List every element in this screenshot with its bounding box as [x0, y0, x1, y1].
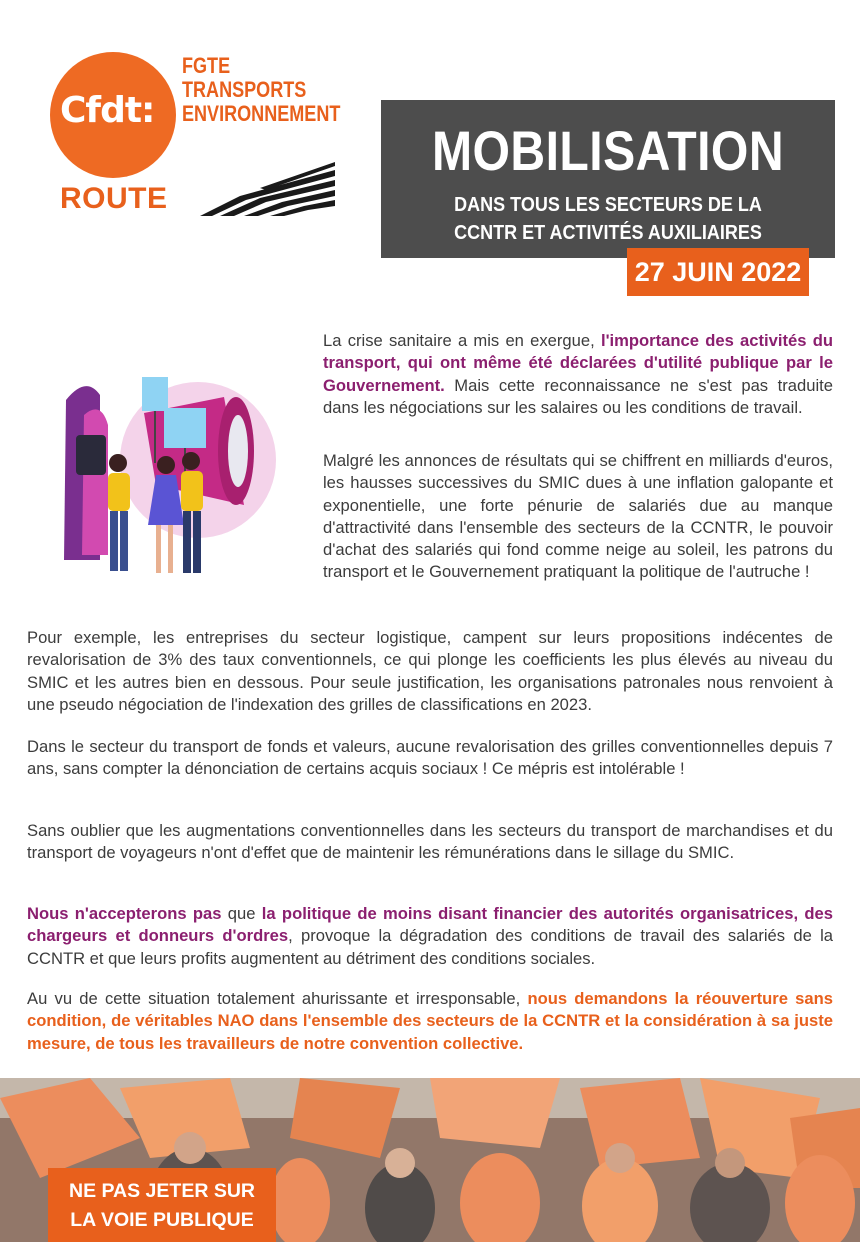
intro-paragraph: [323, 330, 833, 419]
highlighted-text: nous demandons la réouverture sans condition, de véritables NAO dans l'ensemble des secteurs de la CCNTR et la considération à sa juste mesure, de tous les travailleurs de notre convention collective.: [27, 989, 833, 1053]
logo-section: ROUTE: [60, 182, 168, 215]
banner-subtitle-line: DANS TOUS LES SECTEURS DE LA: [454, 194, 762, 216]
footer-line: LA VOIE PUBLIQUE: [70, 1209, 254, 1231]
banner-title: MOBILISATION: [431, 119, 785, 182]
logistics-paragraph: Pour exemple, les entreprises du secteur logistique, campent sur leurs propositions indécentes de revalorisation de 3% des taux conventionnels, ce qui plonge les coefficients les plus élevés au niveau du SMIC et les autres bien en dessous. Pour seule justification, les organisations patronales nous renvoient à une pseudo négociation de l'indexation des grilles de classifications en 2023.: [27, 628, 833, 714]
logo-brand: Cfdt:: [60, 90, 155, 131]
date-badge: 27 JUIN 2022: [627, 248, 809, 296]
text-run: que: [221, 904, 262, 923]
refusal-paragraph: [27, 903, 833, 970]
demand-paragraph: [27, 988, 833, 1055]
freight-passenger-paragraph: Sans oublier que les augmentations conventionnelles dans les secteurs du transport de marchandises et du transport de voyageurs n'ont d'effet que de maintenir les rémunérations dans le sillage du SMIC.: [27, 821, 833, 863]
logo-org-name: [182, 54, 340, 126]
text-run: La crise sanitaire a mis en exergue,: [323, 331, 601, 350]
funds-transport-paragraph: Dans le secteur du transport de fonds et valeurs, aucune revalorisation des grilles conventionnelles depuis 7 ans, sans compter la dénonciation de certains acquis sociaux ! Ce mépris est intolérable !: [27, 737, 833, 779]
mobilisation-banner: [381, 100, 835, 258]
do-not-litter-badge: [48, 1168, 276, 1242]
highlighted-text: la politique de moins disant financier des autorités organisatrices, des chargeurs et donneurs d'ordres: [27, 904, 833, 946]
footer-line: NE PAS JETER SUR: [68, 1180, 255, 1202]
logo-org-line: TRANSPORTS: [182, 77, 307, 102]
logo-org-line: ENVIRONNEMENT: [182, 101, 341, 126]
banner-subtitle: [404, 191, 813, 247]
text-run: Mais cette reconnaissance ne s'est pas traduite dans les négociations sur les salaires ou les conditions de travail.: [323, 375, 833, 417]
cfdt-logo: [50, 50, 350, 220]
road-icon: [200, 158, 335, 216]
protest-megaphone-illustration: [56, 355, 281, 585]
text-run: Au vu de cette situation totalement ahurissante et irresponsable,: [27, 989, 528, 1008]
banner-subtitle-line: CCNTR ET ACTIVITÉS AUXILIAIRES: [454, 222, 762, 244]
text-run: , provoque la dégradation des conditions de travail des salariés de la CCNTR et que leurs profits augmentent au détriment des conditions sociales.: [27, 926, 833, 968]
highlighted-text: Nous n'accepterons pas: [27, 904, 222, 923]
inflation-paragraph: Malgré les annonces de résultats qui se chiffrent en milliards d'euros, les hausses successives du SMIC dues à une inflation galopante et exponentielle, une forte pénurie de salariés due au manque d'attractivité dans l'ensemble des secteurs de la CCNTR, le pouvoir d'achat des salariés qui fond comme neige au soleil, les patrons du transport et le Gouvernement pratiquant la politique de l'autruche !: [323, 451, 833, 582]
logo-org-line: FGTE: [182, 53, 231, 78]
highlighted-text: l'importance des activités du transport, qui ont même été déclarées d'utilité publique par le Gouvernement.: [323, 331, 833, 395]
